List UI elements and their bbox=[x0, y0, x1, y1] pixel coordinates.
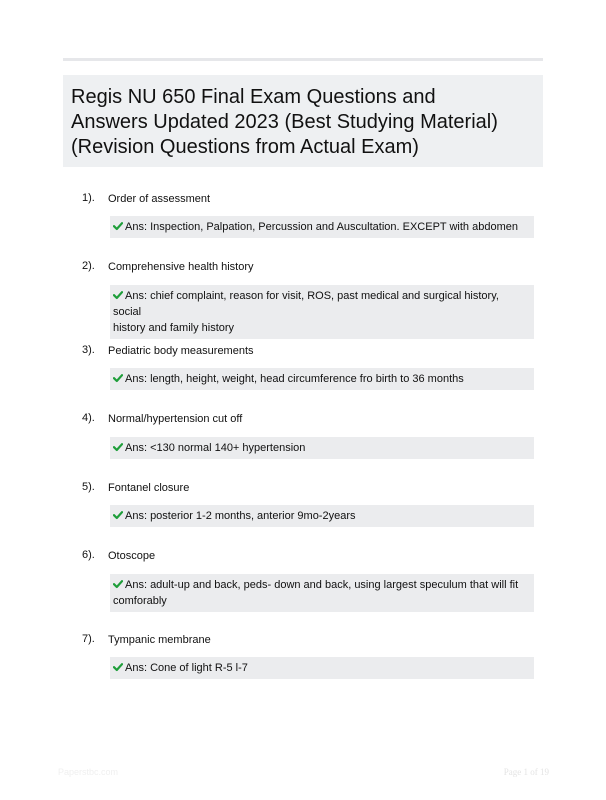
answer-text: Ans: posterior 1-2 months, anterior 9mo-2years bbox=[125, 510, 356, 522]
answer-box bbox=[110, 657, 534, 679]
check-icon bbox=[113, 662, 123, 672]
answer-text: Ans: Cone of light R-5 l-7 bbox=[125, 662, 248, 674]
answer-box bbox=[110, 216, 534, 238]
check-icon bbox=[113, 510, 123, 520]
question-number: 4). bbox=[82, 412, 95, 424]
answer-text: Ans: Inspection, Palpation, Percussion and Auscultation. EXCEPT with abdomen bbox=[125, 221, 518, 233]
question-text: Fontanel closure bbox=[108, 482, 190, 494]
top-rule bbox=[63, 58, 543, 61]
answer-box bbox=[110, 285, 534, 339]
check-icon bbox=[113, 221, 123, 231]
answer-text-continued: history and family history bbox=[113, 322, 235, 334]
answer-text: Ans: length, height, weight, head circumference fro birth to 36 months bbox=[125, 373, 464, 385]
document-title-box bbox=[63, 75, 543, 167]
check-icon bbox=[113, 373, 123, 383]
check-icon bbox=[113, 442, 123, 452]
question-text: Tympanic membrane bbox=[108, 634, 211, 646]
question-text: Normal/hypertension cut off bbox=[108, 413, 243, 425]
question-number: 7). bbox=[82, 633, 95, 645]
question-number: 3). bbox=[82, 344, 95, 356]
page-number: Page 1 of 19 bbox=[503, 767, 549, 777]
answer-text-continued: comforably bbox=[113, 595, 167, 607]
answer-line bbox=[113, 288, 530, 320]
question-text: Pediatric body measurements bbox=[108, 345, 254, 357]
answer-box bbox=[110, 437, 534, 459]
document-title-line-2: Answers Updated 2023 (Best Studying Material) bbox=[71, 111, 498, 133]
question-number: 6). bbox=[82, 549, 95, 561]
question-number: 1). bbox=[82, 192, 95, 204]
document-title-line-3: (Revision Questions from Actual Exam) bbox=[71, 136, 419, 158]
question-number: 2). bbox=[82, 260, 95, 272]
check-icon bbox=[113, 579, 123, 589]
answer-text: Ans: adult-up and back, peds- down and back, using largest speculum that will fit bbox=[125, 579, 519, 591]
document-title-line-1: Regis NU 650 Final Exam Questions and bbox=[71, 86, 436, 108]
question-text: Order of assessment bbox=[108, 193, 211, 205]
answer-box bbox=[110, 505, 534, 527]
answer-box bbox=[110, 368, 534, 390]
check-icon bbox=[113, 290, 123, 300]
answer-box bbox=[110, 574, 534, 612]
question-text: Otoscope bbox=[108, 550, 156, 562]
answer-line bbox=[113, 577, 530, 593]
answer-text: Ans: <130 normal 140+ hypertension bbox=[125, 442, 306, 454]
question-text: Comprehensive health history bbox=[108, 261, 254, 273]
question-number: 5). bbox=[82, 481, 95, 493]
answer-text: Ans: chief complaint, reason for visit, ROS, past medical and surgical history, social bbox=[113, 290, 499, 318]
footer-watermark: Paperstbc.com bbox=[58, 767, 119, 777]
